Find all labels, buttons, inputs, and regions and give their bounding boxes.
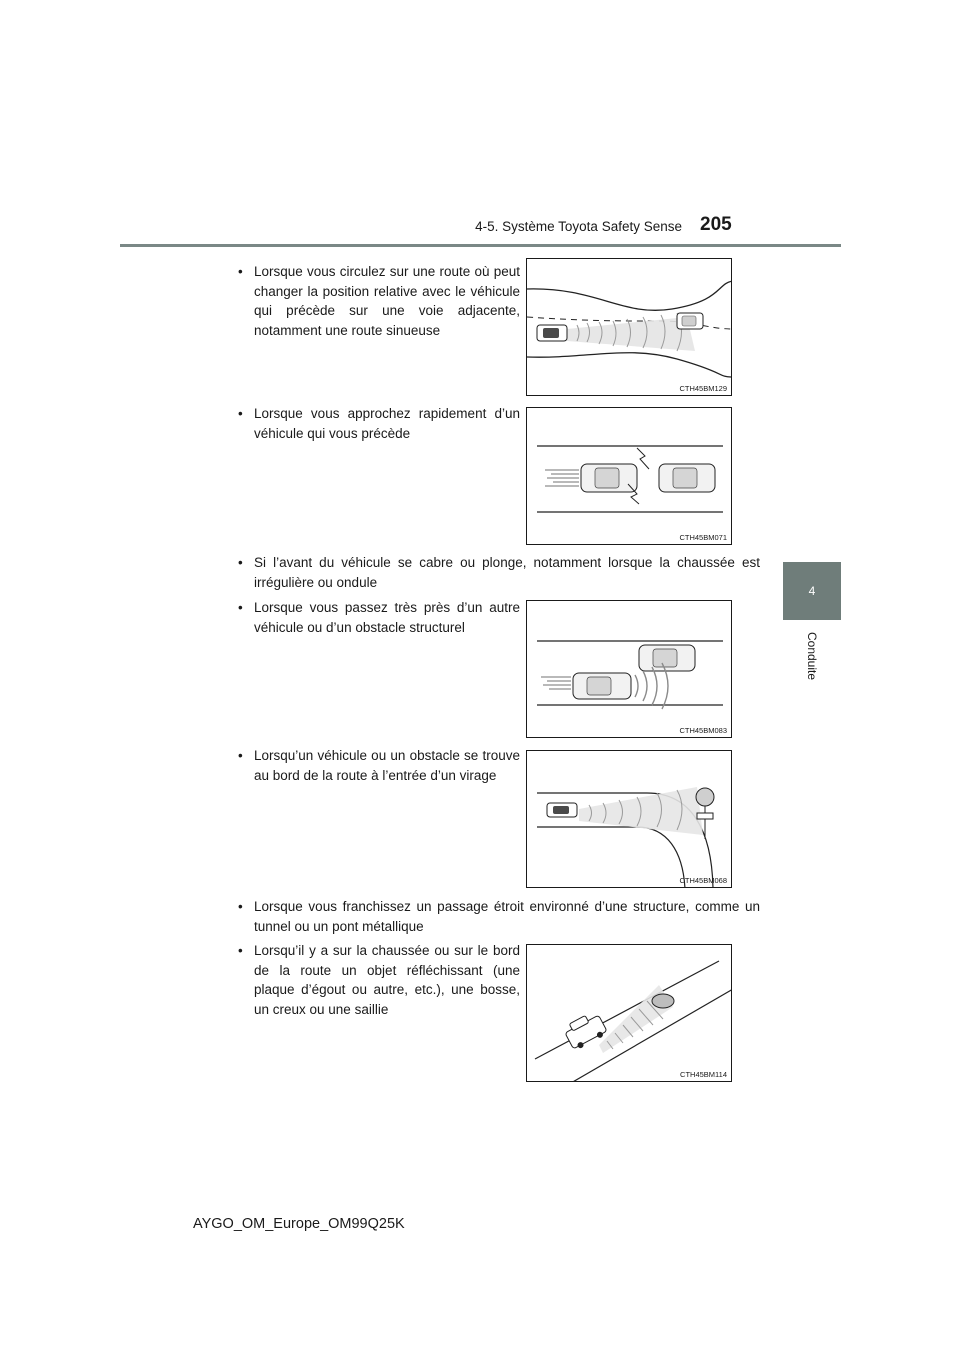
reflective-object-illustration bbox=[527, 945, 732, 1082]
close-pass-illustration bbox=[527, 601, 732, 738]
bullet-item-vehicle-pitch: • Si l’avant du véhicule se cabre ou plonge, notamment lorsque la chaussée est irrégulière ou ondule bbox=[238, 553, 760, 592]
bullet-item-curve-obstacle: • Lorsqu’un véhicule ou un obstacle se trouve au bord de la route à l’entrée d’un virage bbox=[238, 746, 520, 785]
chapter-side-label bbox=[783, 626, 841, 686]
bullet-item-reflective-object: • Lorsqu’il y a sur la chaussée ou sur le bord de la route un objet réfléchissant (une plaque d’égout ou autre, etc.), une bosse, un creux ou une saillie bbox=[238, 941, 520, 1019]
header-divider bbox=[120, 244, 841, 247]
figure-code: CTH45BM083 bbox=[679, 726, 727, 735]
section-title: 4-5. Système Toyota Safety Sense bbox=[475, 219, 682, 234]
figure-curved-road bbox=[526, 258, 732, 396]
bullet-item-rapid-approach: • Lorsque vous approchez rapidement d’un véhicule qui vous précède bbox=[238, 404, 520, 443]
document-id: AYGO_OM_Europe_OM99Q25K bbox=[193, 1216, 405, 1232]
chapter-label: Conduite bbox=[804, 631, 819, 681]
figure-code: CTH45BM068 bbox=[679, 876, 727, 885]
figure-close-pass bbox=[526, 600, 732, 738]
bullet-item-narrow-passage: • Lorsque vous franchissez un passage étroit environné d’une structure, comme un tunnel ou un pont métallique bbox=[238, 897, 760, 936]
chapter-tab[interactable] bbox=[783, 562, 841, 620]
bullet-item-close-pass: • Lorsque vous passez très près d’un autre véhicule ou d’un obstacle structurel bbox=[238, 598, 520, 637]
figure-reflective-object bbox=[526, 944, 732, 1082]
bullet-item-curved-road: • Lorsque vous circulez sur une route où peut changer la position relative avec le véhicule qui précède sur une voie adjacente, notamment une route sinueuse bbox=[238, 262, 520, 340]
figure-rapid-approach bbox=[526, 407, 732, 545]
figure-code: CTH45BM114 bbox=[680, 1070, 727, 1079]
curve-obstacle-illustration bbox=[527, 751, 732, 888]
figure-code: CTH45BM129 bbox=[679, 384, 727, 393]
figure-code: CTH45BM071 bbox=[679, 533, 727, 542]
rapid-approach-illustration bbox=[527, 408, 732, 545]
chapter-number: 4 bbox=[808, 584, 816, 598]
page-number: 205 bbox=[700, 214, 732, 235]
curved-road-illustration bbox=[527, 259, 732, 396]
figure-curve-obstacle bbox=[526, 750, 732, 888]
